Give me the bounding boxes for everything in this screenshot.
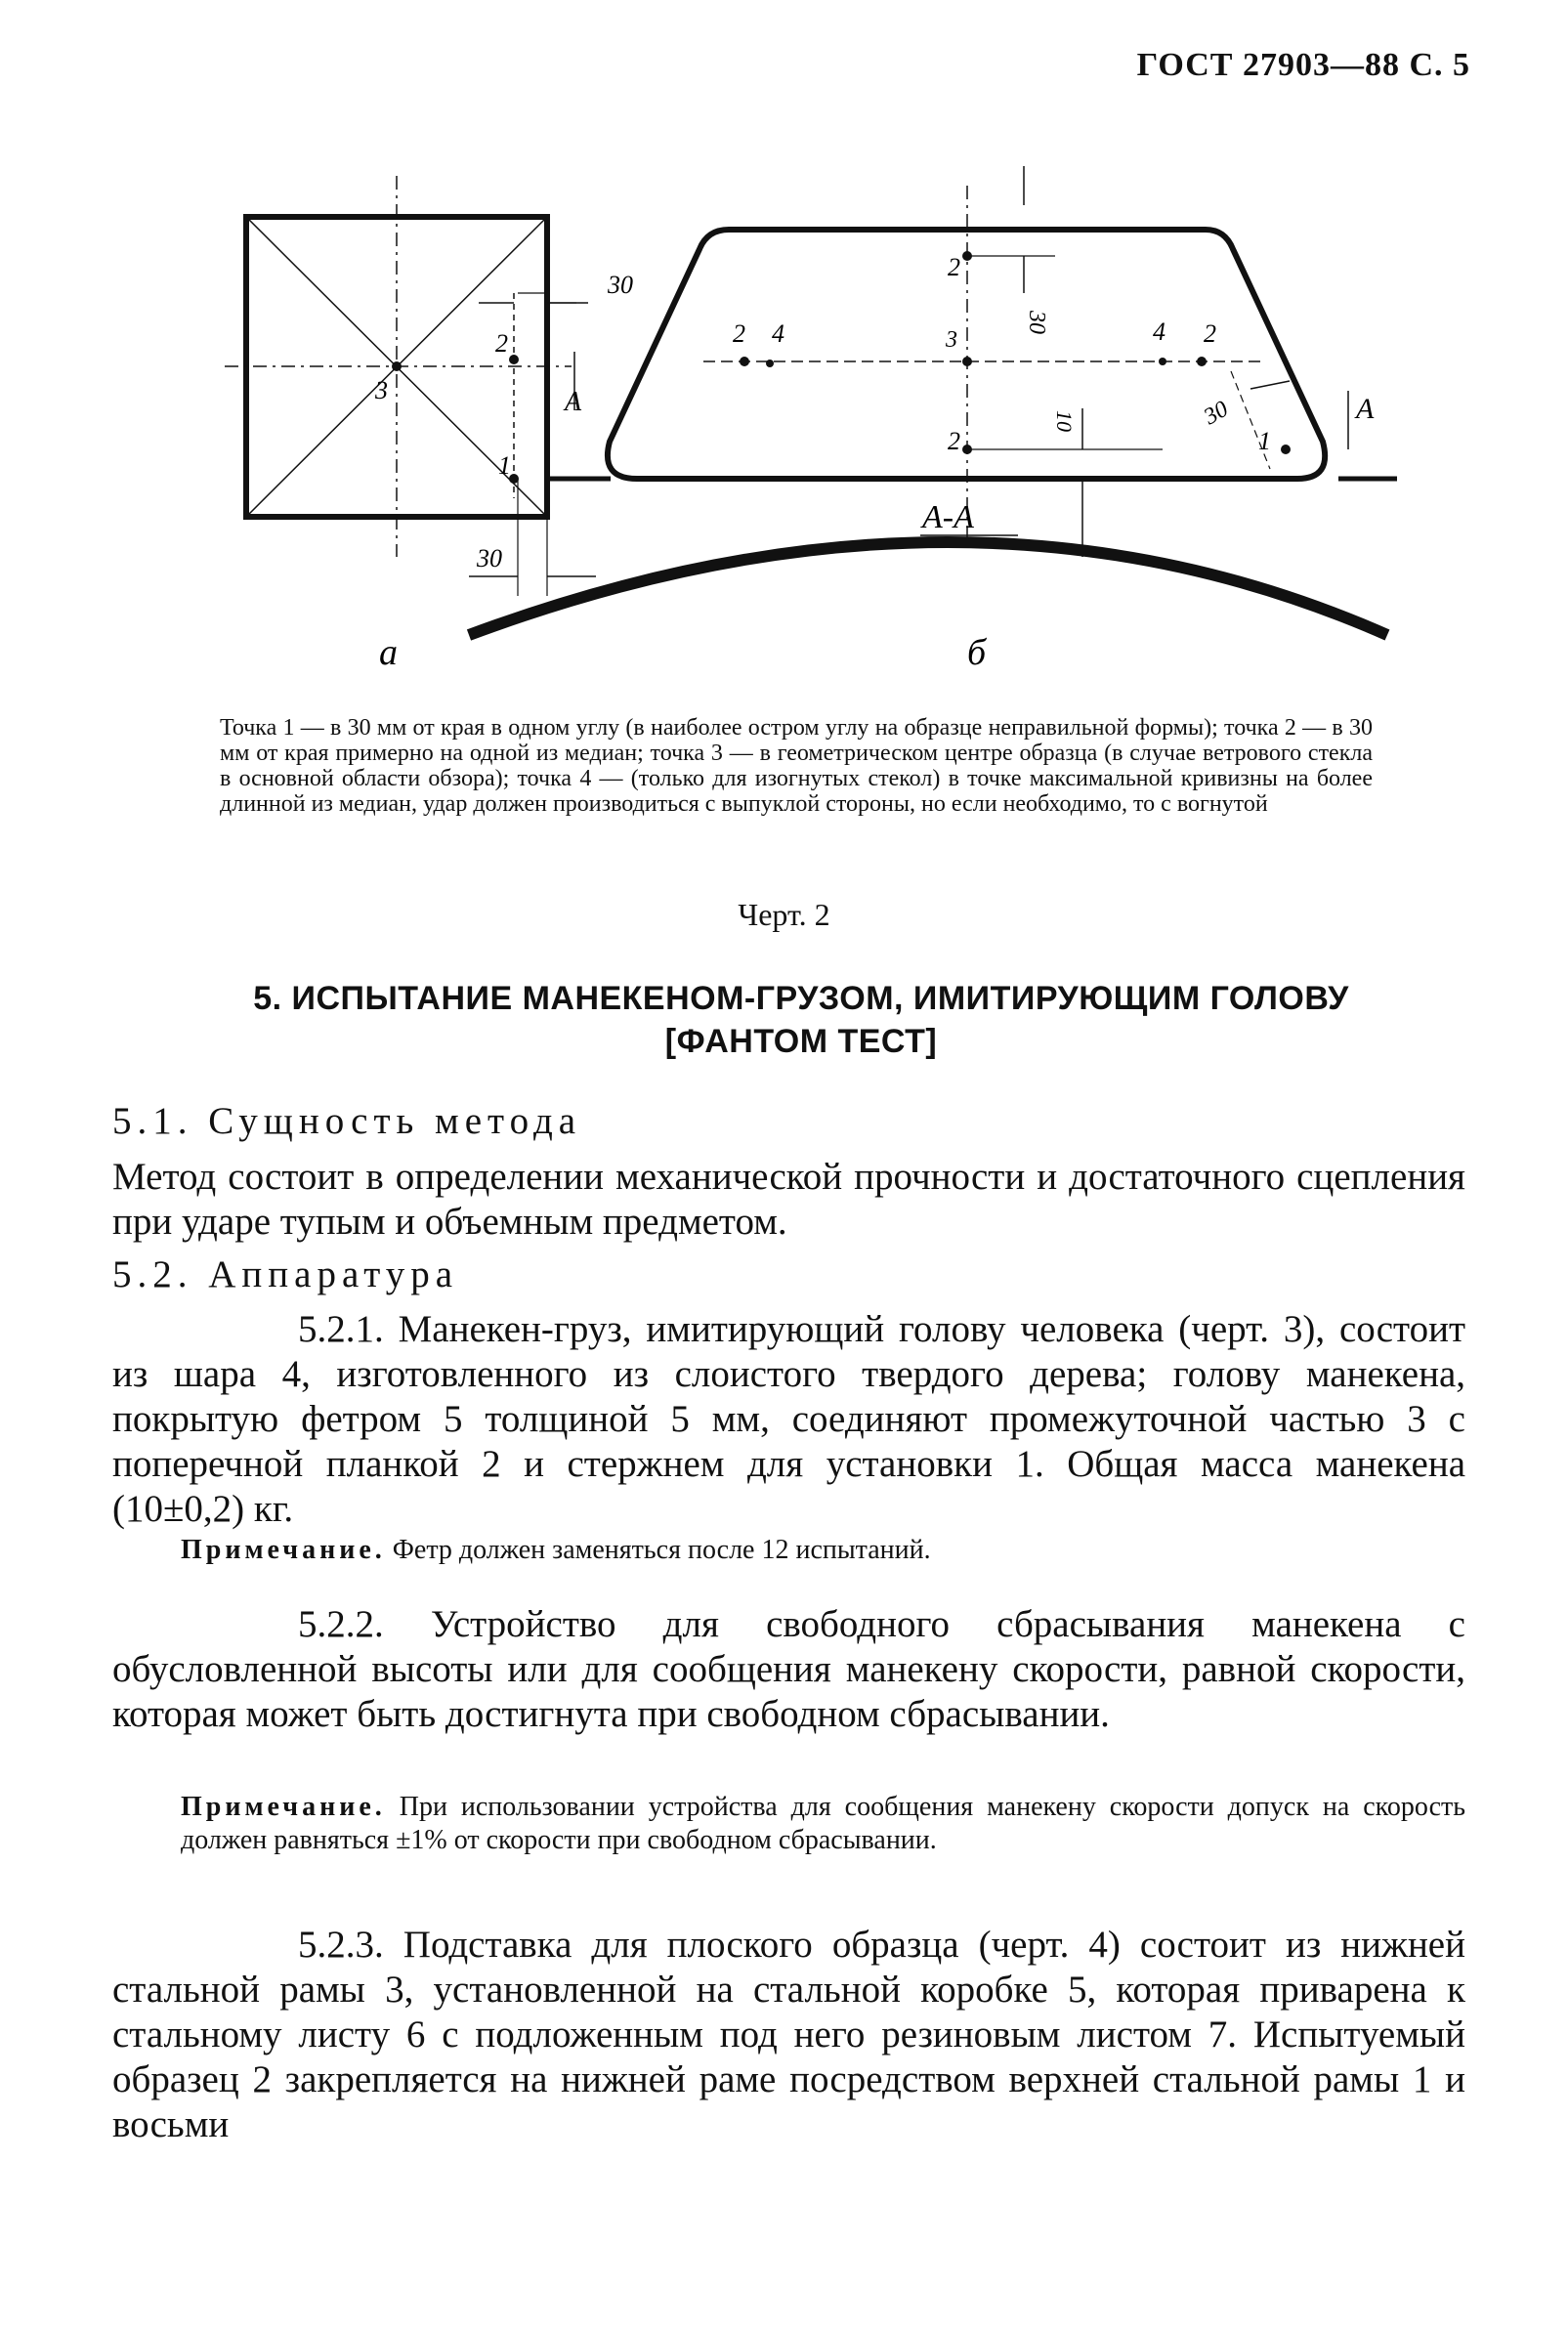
point-3-b: [962, 357, 972, 366]
figure-title: Черт. 2: [738, 897, 830, 932]
figure-a: [225, 176, 611, 596]
label-point-1-a: 1: [498, 451, 511, 480]
label-30-right: 30: [1200, 396, 1233, 431]
figure-caption: Точка 1 — в 30 мм от края в одном углу (в наиболее остром углу на образце неправильной формы); точка 2 — в 30 мм от края примерно на одной из медиан; точка 3 — в геометрическом центре образца (в случае ветрового стекла в основной области обзора); точка 4 — (только для изогнутых стекол) в точке максимальной кривизны на более длинной из медиан, удар должен производиться с выпуклой стороны, но если необходимо, то с вогнутой: [220, 715, 1373, 817]
label-point-4-left-b: 4: [772, 319, 784, 348]
label-point-2-bottom-b: 2: [948, 427, 960, 455]
point-4-right-b: [1159, 358, 1166, 365]
point-2-right-b: [1197, 357, 1207, 366]
label-point-2-right-b: 2: [1204, 319, 1216, 348]
point-2-top-b: [962, 251, 972, 261]
point-4-left-b: [766, 360, 774, 367]
dim-30-bottom: 30: [477, 544, 502, 572]
label-10: 10: [1052, 410, 1077, 432]
label-point-3-b: 3: [946, 327, 957, 353]
point-2-left-b: [740, 357, 749, 366]
label-point-2-top-b: 2: [948, 253, 960, 281]
label-section-a-right: A: [1356, 393, 1375, 425]
note-1-text: Фетр должен заменяться после 12 испытаний.: [392, 1535, 931, 1565]
note-2-text: При использовании устройства для сообщения манекену скорости допуск на скорость должен равняться ±1% от скорости при свободном сбрасывании.: [181, 1792, 1465, 1855]
paragraph-5-1: Метод состоит в определении механической прочности и достаточного сцепления при ударе тупым и объемным предметом.: [112, 1156, 1465, 1243]
paragraph-5-2-2: 5.2.2. Устройство для свободного сбрасывания манекена с обусловленной высоты или для сообщения манекену скорости, равной скорости, которая может быть достигнута при свободном сбрасывании.: [112, 1603, 1465, 1735]
label-point-2-left-b: 2: [733, 319, 745, 348]
label-fig-a: а: [379, 632, 398, 673]
paragraph-5-2-3: 5.2.3. Подставка для плоского образца (черт. 4) состоит из нижней стальной рамы 3, установленной на стальной коробке 5, которая приварена к стальному листу 6 с подложенным под него резиновым листом 7. Испытуемый образец 2 закрепляется на нижней раме посредством верхней стальной рамы 1 и восьми: [112, 1924, 1465, 2145]
point-3-a: [392, 361, 402, 371]
page-header: ГОСТ 27903—88 С. 5: [1136, 47, 1470, 83]
section-title-line-1: 5. ИСПЫТАНИЕ МАНЕКЕНОМ-ГРУЗОМ, ИМИТИРУЮЩИМ ГОЛОВУ: [253, 980, 1349, 1017]
label-section-a-left: A: [565, 387, 582, 417]
point-2-a: [509, 355, 519, 364]
figure-b: [469, 166, 1397, 635]
label-point-2-a: 2: [495, 329, 508, 358]
point-2-bottom-b: [962, 445, 972, 454]
note-1: [181, 1534, 1465, 1567]
label-fig-b: б: [967, 632, 987, 673]
label-30-vertical: 30: [1024, 311, 1049, 334]
section-title: [137, 977, 1465, 1063]
note-2: [181, 1791, 1465, 1857]
dim-30-r-arrow: [1250, 381, 1290, 389]
windshield-outline: [608, 230, 1325, 479]
figure-2: [225, 147, 1397, 694]
dim-30-top: 30: [608, 271, 633, 299]
section-aa-curve: [469, 542, 1387, 635]
note-1-label: Примечание.: [181, 1535, 386, 1565]
heading-5-1: 5.1. Сущность метода: [112, 1100, 582, 1142]
label-point-4-right-b: 4: [1153, 318, 1165, 346]
note-2-label: Примечание.: [181, 1792, 386, 1822]
paragraph-5-2-1: 5.2.1. Манекен-груз, имитирующий голову человека (черт. 3), состоит из шара 4, изготовленного из слоистого твердого дерева; голову манекена, покрытую фетром 5 толщиной 5 мм, соединяют промежуточной частью 3 с поперечной планкой 2 и стержнем для установки 1. Общая масса манекена (10±0,2) кг.: [112, 1308, 1465, 1530]
point-1-b: [1281, 445, 1291, 454]
label-section-aa: A-A: [922, 499, 974, 535]
section-title-line-2: [ФАНТОМ ТЕСТ]: [664, 1023, 938, 1060]
heading-5-2: 5.2. Аппаратура: [112, 1253, 459, 1295]
figure-drawing: [225, 147, 1397, 694]
label-point-3-a: 3: [375, 376, 388, 404]
label-point-1-b: 1: [1258, 427, 1271, 455]
